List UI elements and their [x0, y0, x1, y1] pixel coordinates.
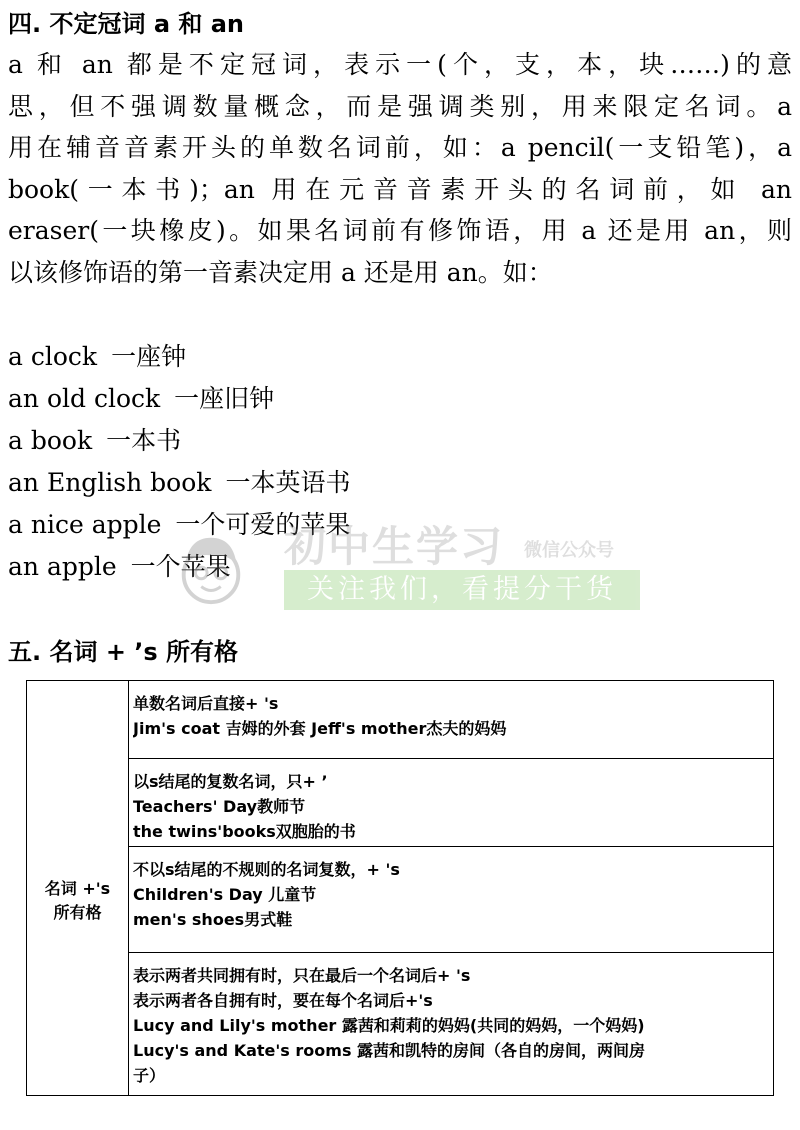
example-item: [8, 462, 350, 504]
example-chinese: 一个苹果: [130, 552, 231, 581]
table-cell-line: 单数名词后直接+ 's: [133, 694, 279, 713]
section-5-title: 五. 名词 + ’s 所有格: [8, 638, 239, 666]
table-cell-line: 以s结尾的复数名词，只+ ’: [133, 772, 328, 791]
example-chinese: 一本书: [106, 426, 182, 455]
example-item: [8, 336, 350, 378]
example-chinese: 一个可爱的苹果: [175, 510, 351, 539]
example-item: [8, 378, 350, 420]
paragraph-line: eraser(一块橡皮)。如果名词前有修饰语，用 a 还是用 an，则: [8, 216, 792, 245]
example-english: an English book: [8, 468, 212, 497]
paragraph-line: 思，但不强调数量概念，而是强调类别，用来限定名词。a: [8, 91, 792, 121]
example-chinese: 一座钟: [111, 342, 187, 371]
table-cell-line: Children's Day 儿童节: [133, 885, 317, 904]
example-chinese: 一本英语书: [225, 468, 351, 497]
row-header-line: 名词 +'s: [44, 879, 111, 898]
table-cell-line: the twins'books双胞胎的书: [133, 822, 356, 841]
table-row-header: [27, 681, 129, 1095]
table-row: [129, 953, 773, 1095]
example-english: a book: [8, 426, 93, 455]
example-english: a clock: [8, 342, 98, 371]
example-english: an apple: [8, 552, 117, 581]
table-cell-line: Lucy and Lily's mother 露茜和莉莉的妈妈(共同的妈妈，一个妈妈): [133, 1016, 645, 1035]
row-header-line: 所有格: [53, 903, 102, 922]
table-cell-line: 表示两者共同拥有时，只在最后一个名词后+ 's: [133, 966, 471, 985]
paragraph-line: book(一本书)；an 用在元音音素开头的名词前，如 an: [8, 174, 792, 204]
example-item: [8, 420, 350, 462]
mascot-face-icon: [172, 530, 250, 608]
table-cell-line: 不以s结尾的不规则的名词复数，+ 's: [133, 860, 400, 879]
table-row: [129, 847, 773, 953]
watermark-title: 初中生学习: [284, 522, 505, 571]
example-english: a nice apple: [8, 510, 162, 539]
watermark: [172, 508, 652, 614]
table-cell-line: 子）: [133, 1066, 166, 1085]
table-rows: [129, 681, 773, 1095]
table-cell-line: men's shoes男式鞋: [133, 910, 293, 929]
section-4-title: 四. 不定冠词 a 和 an: [8, 10, 245, 38]
example-chinese: 一座旧钟: [174, 384, 275, 413]
watermark-subtitle: 微信公众号: [524, 540, 614, 561]
paragraph-line: 用在辅音音素开头的单数名词前，如：a pencil(一支铅笔)，a: [8, 133, 792, 162]
table-cell-line: Jim's coat 吉姆的外套 Jeff's mother杰夫的妈妈: [133, 719, 507, 738]
table-cell-line: 表示两者各自拥有时，要在每个名词后+'s: [133, 991, 433, 1010]
paragraph-line: 以该修饰语的第一音素决定用 a 还是用 an。如：: [8, 257, 553, 287]
table-row: [129, 759, 773, 847]
table-cell-line: Lucy's and Kate's rooms 露茜和凯特的房间（各自的房间，两间房: [133, 1041, 646, 1060]
table-row: [129, 681, 773, 759]
table-cell-line: Teachers' Day教师节: [133, 797, 306, 816]
watermark-banner: 关注我们，看提分干货: [284, 570, 640, 610]
section-4-paragraph: [8, 44, 792, 293]
example-english: an old clock: [8, 384, 161, 413]
possessive-table: [26, 680, 774, 1096]
paragraph-line: a 和 an 都是不定冠词，表示一(个，支，本，块……)的意: [8, 50, 792, 79]
